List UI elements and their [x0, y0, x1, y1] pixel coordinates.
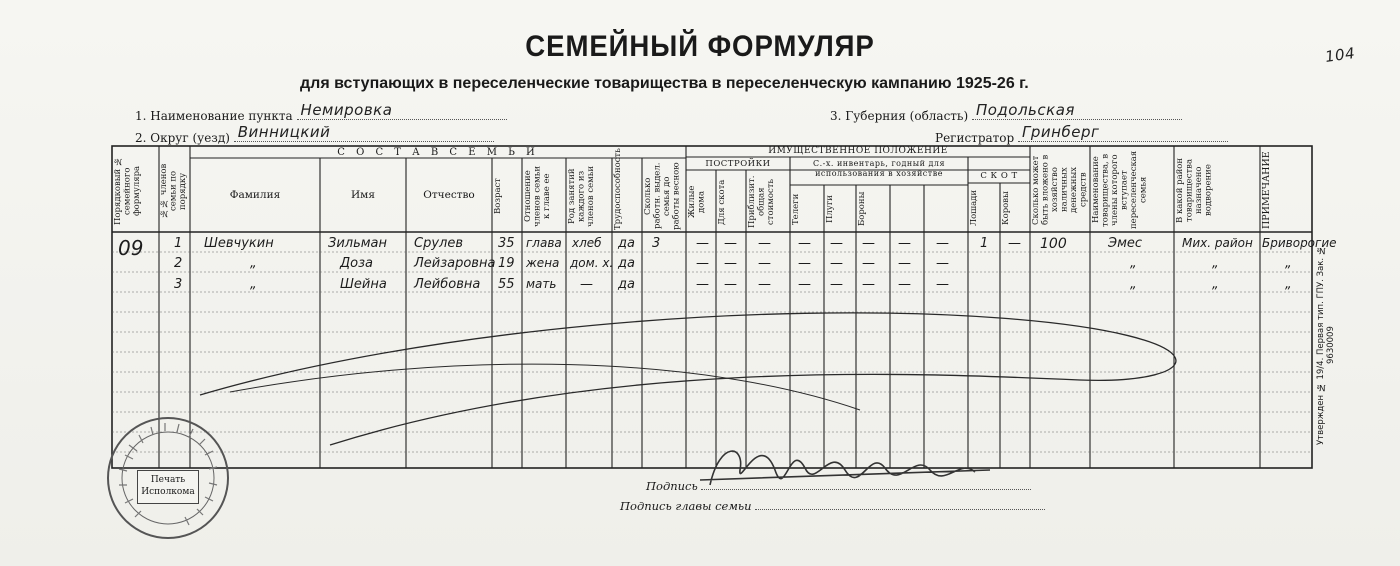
cell-patronymic: Срулев: [414, 236, 463, 251]
cell-dash: —: [798, 236, 811, 251]
cell-partnership: „: [1130, 256, 1137, 271]
cell-dash: —: [696, 236, 709, 251]
cell-dash: —: [936, 256, 949, 271]
cell-dash: —: [862, 256, 875, 271]
form-title: СЕМЕЙНЫЙ ФОРМУЛЯР: [525, 30, 875, 63]
cell-relation: мать: [526, 277, 557, 291]
cell-dash: —: [724, 256, 737, 271]
cell-ability: да: [618, 277, 635, 292]
cell-region: Мих. район: [1182, 236, 1253, 250]
cell-dash: —: [830, 236, 843, 251]
cell-region: „: [1212, 277, 1219, 292]
header-workers: Сколько работн. выдел. семья до работы весною: [643, 162, 682, 230]
cell-ordinal: 09: [118, 236, 144, 260]
printer-mark: Утвержден № 19/4. Первая тип. ГПУ. Зак. № 9630009: [1316, 245, 1336, 445]
cell-name: Доза: [340, 256, 373, 271]
cell-cows: —: [1008, 236, 1021, 251]
header-region: В какой район товарищества назначено водворение: [1175, 157, 1214, 223]
cell-ability: да: [618, 236, 635, 251]
cell-dash: —: [898, 277, 911, 292]
cell-patronymic: Лейзаровна: [414, 256, 496, 271]
header-age: Возраст: [493, 178, 503, 214]
form-subtitle: для вступающих в переселенческие товарищества в переселенческую кампанию 1925-26 г.: [300, 75, 1029, 92]
group-livestock-header: С К О Т: [980, 171, 1018, 181]
header-cattle-sheds: Для скота: [717, 179, 727, 225]
cell-dash: —: [798, 256, 811, 271]
stamp-box-line1: Печать: [150, 475, 186, 485]
cell-dash: —: [724, 236, 737, 251]
cell-patronymic: Лейбовна: [414, 277, 481, 292]
cell-dash: —: [862, 277, 875, 292]
cell-ability: да: [618, 256, 635, 271]
cell-age: 55: [498, 277, 515, 292]
cell-member-no: 1: [174, 236, 183, 251]
header-ordinal: Порядковый № семейного формуляра: [113, 156, 142, 226]
cell-dash: —: [696, 277, 709, 292]
header-ability: Трудоспособность: [613, 148, 623, 230]
stamp-box: [137, 470, 199, 504]
header-carts: Телеги: [791, 193, 801, 225]
cell-horses: 1: [980, 236, 989, 251]
cell-name: Зильман: [328, 236, 388, 251]
field-district-label: 2. Округ (уезд): [135, 131, 230, 145]
header-patronymic: Отчество: [423, 189, 475, 201]
cell-name: Шейна: [340, 277, 387, 292]
header-member-no: №№ членов семьи по порядку: [159, 163, 188, 219]
group-buildings-header: ПОСТРОЙКИ: [705, 159, 771, 169]
cell-workers: 3: [652, 236, 661, 251]
header-relation: Отношение членов семьи к главе ее: [523, 165, 552, 227]
field-registrar-value: Гринберг: [1022, 123, 1100, 141]
header-partnership: Наименование товарищества, в члены которого вступает переселенческая семья: [1091, 150, 1149, 230]
header-surname: Фамилия: [229, 189, 281, 201]
field-registrar-label: Регистратор: [935, 131, 1015, 145]
field-district-value: Винницкий: [237, 123, 331, 141]
cell-age: 19: [498, 256, 515, 271]
cell-dash: —: [936, 277, 949, 292]
header-notes: ПРИМЕЧАНИЕ: [1261, 151, 1272, 229]
cell-member-no: 2: [174, 256, 183, 271]
header-ploughs: Плуги: [825, 195, 835, 223]
head-signature-label: Подпись главы семьи: [620, 499, 752, 513]
cell-partnership: Эмес: [1108, 236, 1143, 251]
header-name: Имя: [351, 189, 375, 201]
group-inventory-header: С.-х. инвентарь, годный для использования в хозяйстве: [812, 159, 946, 178]
cell-dash: —: [798, 277, 811, 292]
cell-dash: —: [862, 236, 875, 251]
cell-dash: —: [758, 236, 771, 251]
header-money: Сколько может быть вложено в хозяйство наличных денежных средств: [1031, 154, 1089, 226]
cell-dash: —: [758, 256, 771, 271]
group-property-header: ИМУЩЕСТВЕННОЕ ПОЛОЖЕНИЕ: [768, 146, 948, 156]
field-province-label: 3. Губерния (область): [830, 109, 969, 123]
cell-member-no: 3: [174, 277, 183, 292]
cell-notes: Бриворогие: [1262, 236, 1337, 250]
cell-dash: —: [898, 256, 911, 271]
cell-dash: —: [724, 277, 737, 292]
archive-number: 104: [1323, 43, 1357, 67]
cell-dash: —: [758, 277, 771, 292]
header-harrows: Бороны: [857, 191, 867, 227]
cell-partnership: „: [1130, 277, 1137, 292]
cell-notes: „: [1285, 277, 1292, 292]
field-province-value: Подольская: [975, 101, 1075, 119]
signature-label: Подпись: [646, 479, 698, 493]
cell-dash: —: [936, 236, 949, 251]
cell-dash: —: [830, 256, 843, 271]
cell-occupation: дом. х.: [570, 256, 614, 270]
cell-money: 100: [1040, 236, 1067, 252]
cell-dash: —: [696, 256, 709, 271]
header-occupation: Род занятий каждого из членов семьи: [567, 165, 596, 227]
cell-relation: жена: [526, 256, 560, 270]
cell-surname: „: [250, 277, 257, 292]
header-approx-value: Приблизит. общая стоимость: [747, 175, 776, 229]
cell-surname: Шевчукин: [204, 236, 274, 251]
cell-occupation: —: [580, 277, 593, 292]
cell-region: „: [1212, 256, 1219, 271]
field-point-value: Немировка: [300, 101, 393, 119]
group-family-header: С О С Т А В С Е М Ь И: [337, 147, 539, 158]
signature-field: [646, 477, 1031, 493]
header-houses: Жилые дома: [687, 185, 707, 219]
cell-dash: —: [830, 277, 843, 292]
cell-notes: „: [1285, 256, 1292, 271]
cell-dash: —: [898, 236, 911, 251]
cell-relation: глава: [526, 236, 562, 250]
cell-age: 35: [498, 236, 515, 251]
header-horses: Лошади: [969, 189, 979, 227]
cell-occupation: хлеб: [572, 236, 602, 250]
header-cows: Коровы: [1001, 191, 1011, 225]
cell-surname: „: [250, 256, 257, 271]
stamp-box-line2: Исполкома: [141, 487, 195, 497]
head-signature-field: [620, 497, 1045, 513]
field-point-label: 1. Наименование пункта: [135, 109, 293, 123]
